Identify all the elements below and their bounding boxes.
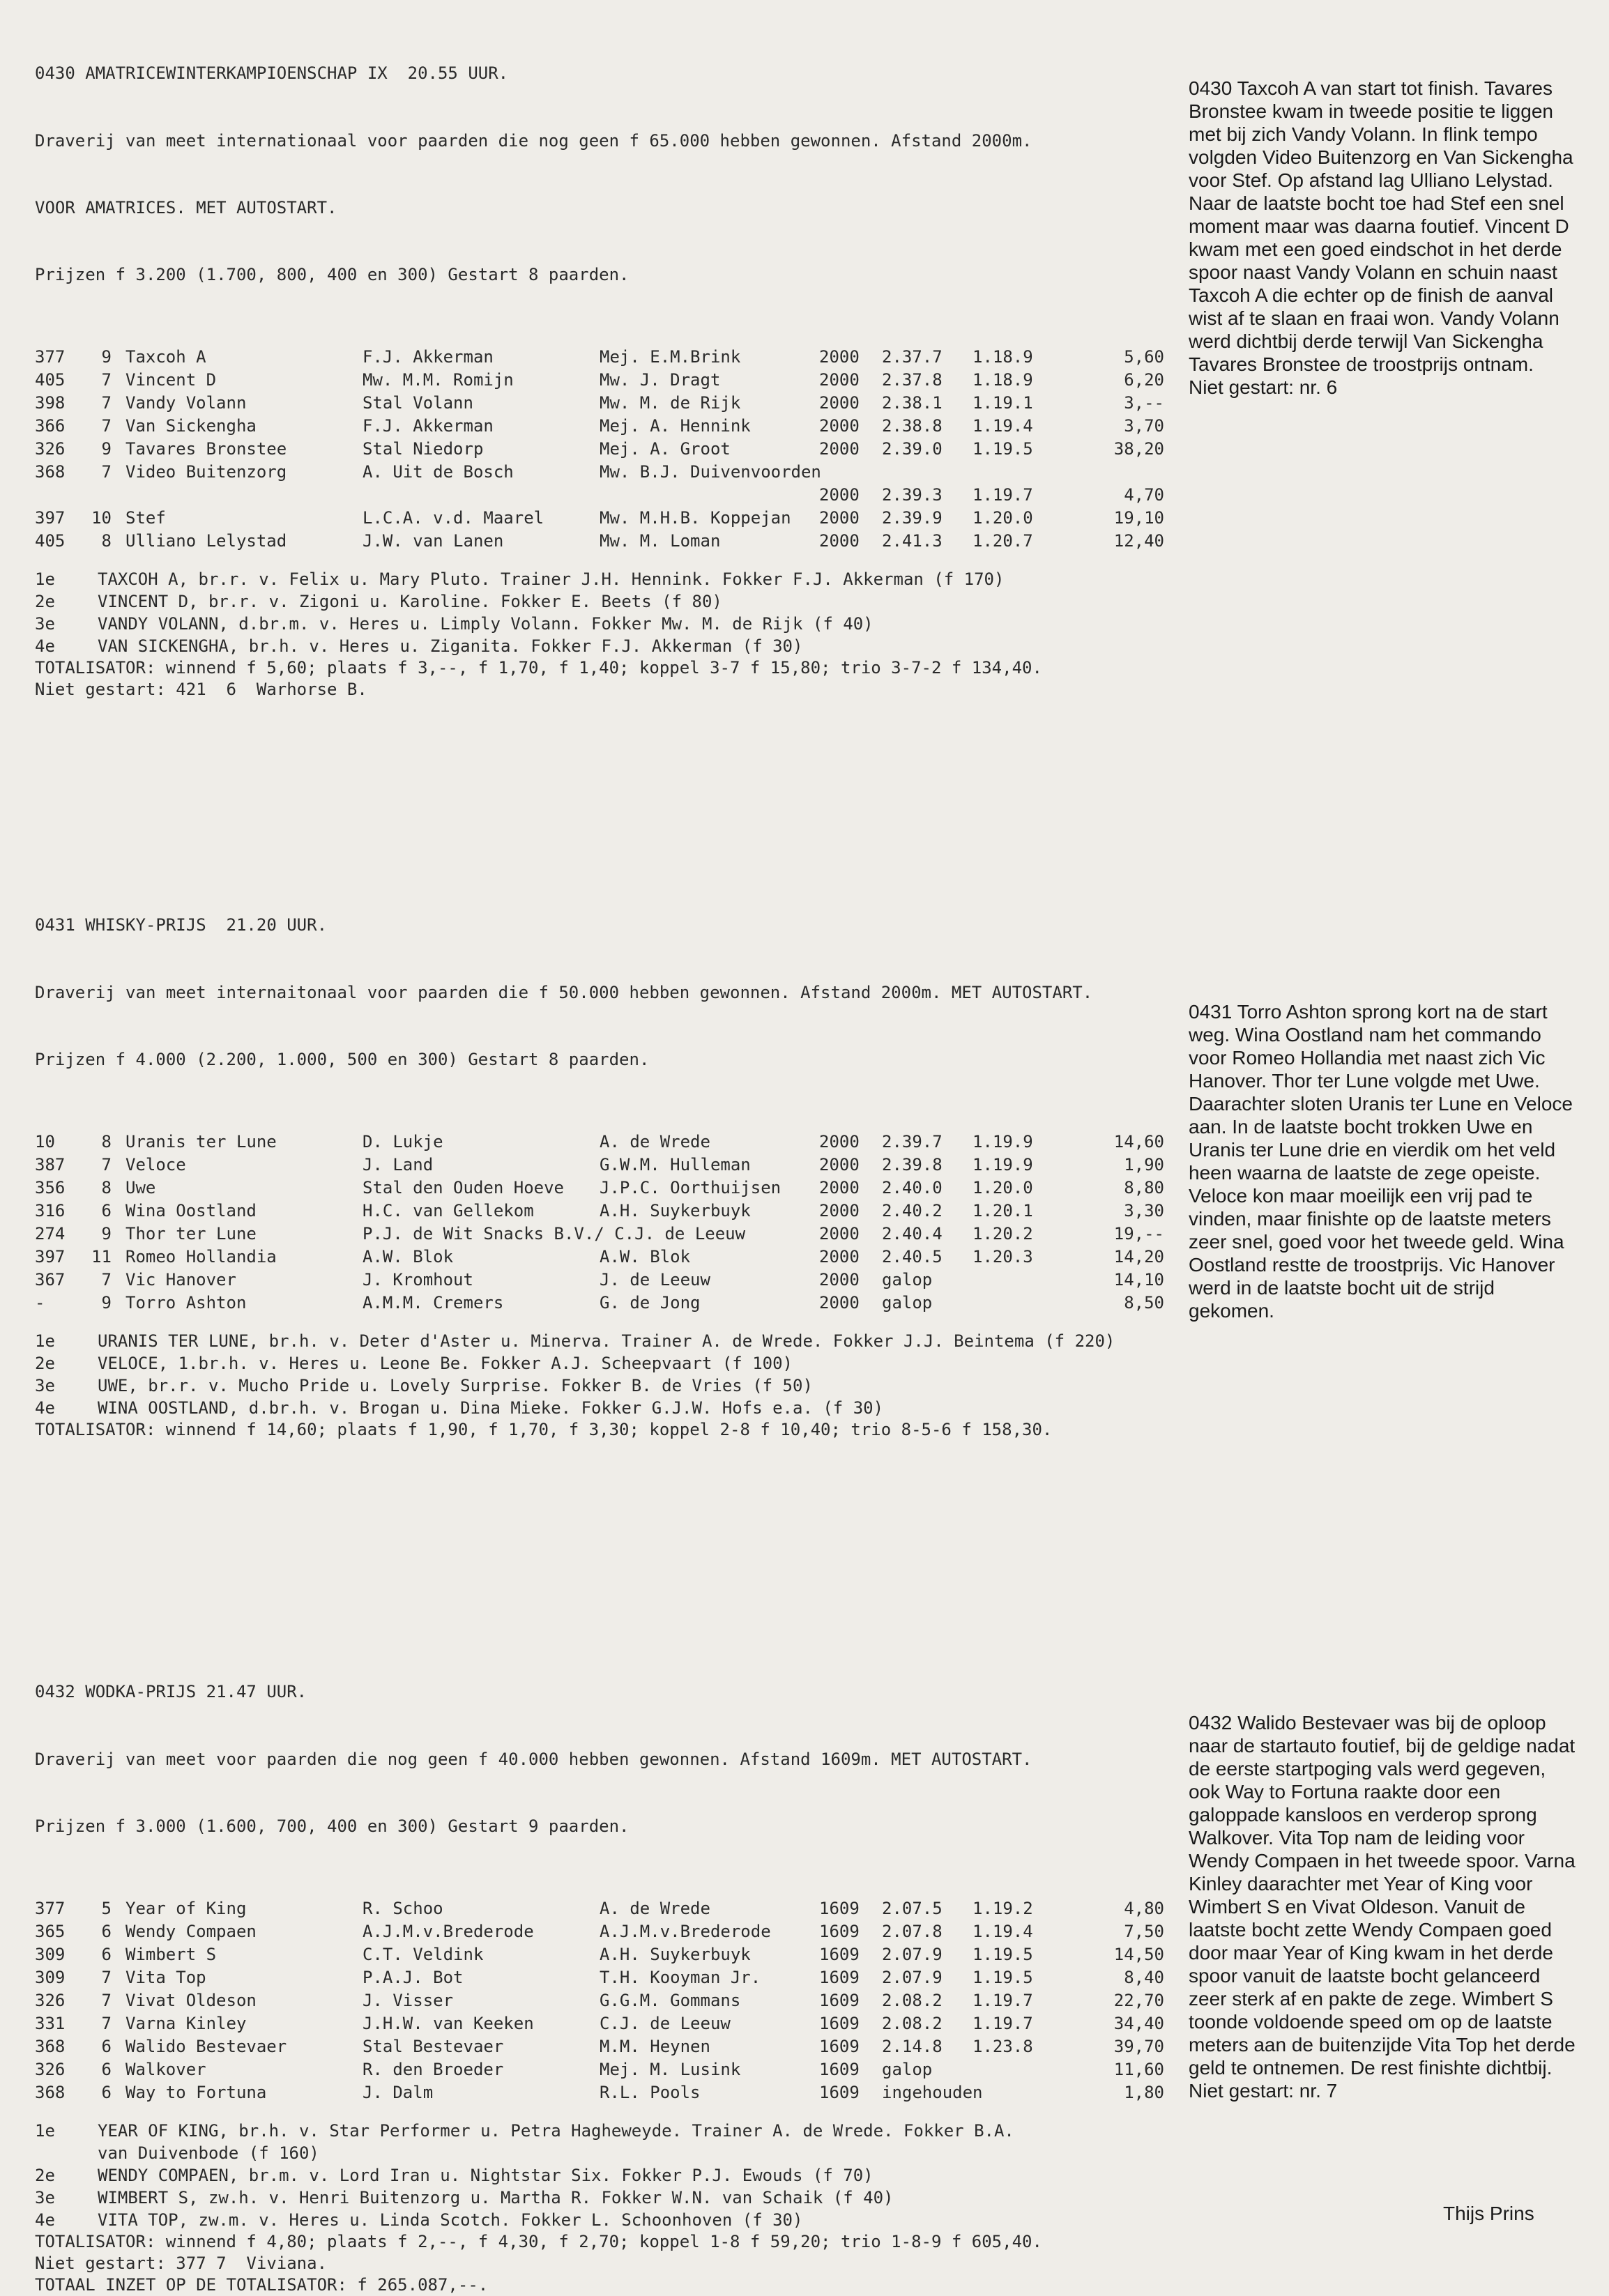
- runner-dist: 1609: [819, 2037, 860, 2056]
- runner-owner: P.J. de Wit Snacks B.V./ C.J. de Leeuw: [363, 1224, 746, 1243]
- runner-km: 1.20.0: [973, 508, 1033, 528]
- runner-age: 7: [101, 1270, 112, 1289]
- runner-time: 2.40.0: [882, 1178, 943, 1197]
- runner-row: [35, 1899, 1178, 1922]
- runner-nr: 398: [35, 393, 66, 413]
- runner-nr: 405: [35, 370, 66, 390]
- runner-nr: 326: [35, 439, 66, 459]
- runner-driver: Mej. E.M.Brink: [600, 347, 741, 367]
- result-line: 2e WENDY COMPAEN, br.m. v. Lord Iran u. Nightstar Six. Fokker P.J. Ewouds (f 70): [35, 2166, 874, 2185]
- runner-dist: 2000: [819, 1224, 860, 1243]
- runner-dist: 2000: [819, 1201, 860, 1220]
- runner-nr: 366: [35, 416, 66, 436]
- runner-time: 2.39.9: [882, 508, 943, 528]
- runner-time: 2.07.5: [882, 1899, 943, 1918]
- result-line: 3e UWE, br.r. v. Mucho Pride u. Lovely Surprise. Fokker B. de Vries (f 50): [35, 1376, 813, 1395]
- runner-age: 9: [101, 1224, 112, 1243]
- runner-km: 1.19.5: [973, 1945, 1033, 1964]
- runner-horse: Vic Hanover: [125, 1270, 236, 1289]
- runner-owner: C.T. Veldink: [363, 1945, 484, 1964]
- report-text: 0430 Taxcoh A van start tot finish. Tavares Bronstee kwam in tweede positie te liggen met bij zich Vandy Volann. In flink tempo volgden Video Buitenzorg en Van Sickengha voor Stef. Op afstand lag Ulliano Lelystad. Naar de laatste bocht toe had Stef een snel moment maar was daarna foutief. Vincent D kwam met een goed eindschot in het derde spoor naast Vandy Volann en schuin naast Taxcoh A die echter op de finish de aanval wist af te slaan en fraai won. Vandy Volann werd dichtbij derde terwijl Van Sickengha Tavares Bronstee de troostprijs ontnam.: [1189, 77, 1573, 375]
- result-line: 2e VELOCE, 1.br.h. v. Heres u. Leone Be. Fokker A.J. Scheepvaart (f 100): [35, 1354, 793, 1373]
- runner-km: 1.20.1: [973, 1201, 1033, 1220]
- runner-odds: 39,70: [1113, 2037, 1164, 2056]
- runner-owner: Stal Niedorp: [363, 439, 484, 459]
- runner-row: [35, 1991, 1178, 2014]
- runner-odds: 8,40: [1124, 1968, 1164, 1987]
- runner-time: galop: [882, 1270, 933, 1289]
- runner-nr: 326: [35, 1991, 66, 2010]
- runner-row: [35, 2014, 1178, 2037]
- runner-odds: 14,50: [1113, 1945, 1164, 1964]
- runner-age: 9: [101, 439, 112, 459]
- runner-nr: 309: [35, 1945, 66, 1964]
- runner-row: [35, 1201, 1178, 1224]
- runner-time: 2.08.2: [882, 1991, 943, 2010]
- race-desc-line: VOOR AMATRICES. MET AUTOSTART.: [35, 198, 337, 217]
- result-line: 4e VAN SICKENGHA, br.h. v. Heres u. Ziganita. Fokker F.J. Akkerman (f 30): [35, 636, 803, 656]
- runner-driver: R.L. Pools: [600, 2083, 701, 2102]
- totalisator-line: TOTALISATOR: winnend f 4,80; plaats f 2,--, f 4,30, f 2,70; koppel 1-8 f 59,20; trio 1-8-9 f 605,40.: [35, 2232, 1042, 2251]
- runner-row: [35, 439, 1178, 462]
- runner-owner: F.J. Akkerman: [363, 347, 494, 367]
- runner-odds: 8,50: [1124, 1293, 1164, 1312]
- runner-horse: Tavares Bronstee: [125, 439, 287, 459]
- runner-time: 2.37.7: [882, 347, 943, 367]
- runner-owner: J. Kromhout: [363, 1270, 473, 1289]
- runner-row: [35, 393, 1178, 416]
- runner-odds: 8,80: [1124, 1178, 1164, 1197]
- runner-driver: A.H. Suykerbuyk: [600, 1945, 751, 1964]
- runner-nr: 367: [35, 1270, 66, 1289]
- runner-owner: J. Visser: [363, 1991, 454, 2010]
- runner-horse: Veloce: [125, 1155, 186, 1174]
- runner-nr: -: [35, 1293, 45, 1312]
- runner-age: 8: [101, 1132, 112, 1151]
- race-desc-line: Prijzen f 3.200 (1.700, 800, 400 en 300) Gestart 8 paarden.: [35, 265, 630, 284]
- runner-row: [35, 1178, 1178, 1201]
- runner-time: 2.07.8: [882, 1922, 943, 1941]
- runner-horse: Wimbert S: [125, 1945, 217, 1964]
- runner-row: [35, 370, 1178, 393]
- runner-km: 1.20.2: [973, 1224, 1033, 1243]
- runner-nr: 368: [35, 2037, 66, 2056]
- runner-row: [35, 1945, 1178, 1968]
- runner-km: 1.19.4: [973, 1922, 1033, 1941]
- runner-odds: 3,--: [1124, 393, 1164, 413]
- runner-driver: A. de Wrede: [600, 1899, 710, 1918]
- race-desc-line: Draverij van meet internationaal voor paarden die nog geen f 65.000 hebben gewonnen. Afstand 2000m.: [35, 131, 1032, 151]
- runner-driver: Mw. J. Dragt: [600, 370, 721, 390]
- runner-driver: C.J. de Leeuw: [600, 2014, 731, 2033]
- runner-odds: 1,90: [1124, 1155, 1164, 1174]
- runner-age: 7: [101, 1155, 112, 1174]
- runner-nr: 397: [35, 1247, 66, 1266]
- runner-km: 1.19.5: [973, 1968, 1033, 1987]
- runner-horse: Wina Oostland: [125, 1201, 257, 1220]
- runner-odds: 14,20: [1113, 1247, 1164, 1266]
- total-stake-line: TOTAAL INZET OP DE TOTALISATOR: f 265.087,--.: [35, 2275, 489, 2295]
- race-title: 0432 WODKA-PRIJS 21.47 UUR.: [35, 1682, 307, 1701]
- runner-odds: 1,80: [1124, 2083, 1164, 2102]
- race-report-0430: [1189, 77, 1579, 399]
- runner-horse: Van Sickengha: [125, 416, 257, 436]
- runner-age: 7: [101, 2014, 112, 2033]
- runner-age: 6: [101, 2060, 112, 2079]
- runner-horse: Uwe: [125, 1178, 156, 1197]
- runner-row: [35, 1155, 1178, 1178]
- runner-owner: D. Lukje: [363, 1132, 443, 1151]
- runner-odds: 38,20: [1113, 439, 1164, 459]
- runner-time: galop: [882, 2060, 933, 2079]
- runner-km: 1.18.9: [973, 370, 1033, 390]
- result-line: 4e WINA OOSTLAND, d.br.h. v. Brogan u. Dina Mieke. Fokker G.J.W. Hofs e.a. (f 30): [35, 1398, 884, 1418]
- runner-km: 1.20.7: [973, 531, 1033, 551]
- runner-km: 1.20.0: [973, 1178, 1033, 1197]
- runner-km: 1.18.9: [973, 347, 1033, 367]
- result-line: 1e YEAR OF KING, br.h. v. Star Performer u. Petra Hagheweyde. Trainer A. de Wrede. Fokker B.A.: [35, 2121, 1014, 2141]
- results-list: [35, 1330, 1178, 1441]
- runner-time: 2.07.9: [882, 1945, 943, 1964]
- runner-age: 8: [101, 531, 112, 551]
- runner-driver: G.G.M. Gommans: [600, 1991, 741, 2010]
- runner-nr: 309: [35, 1968, 66, 1987]
- runner-nr: 274: [35, 1224, 66, 1243]
- runner-nr: 397: [35, 508, 66, 528]
- runner-dist: 2000: [819, 531, 860, 551]
- runner-age: 9: [101, 1293, 112, 1312]
- runner-km: 1.19.4: [973, 416, 1033, 436]
- runner-row: [35, 1247, 1178, 1270]
- runner-age: 7: [101, 416, 112, 436]
- runner-driver: A.J.M.v.Brederode: [600, 1922, 771, 1941]
- runner-driver: G. de Jong: [600, 1293, 701, 1312]
- runner-horse: Torro Ashton: [125, 1293, 247, 1312]
- race-title: 0431 WHISKY-PRIJS 21.20 UUR.: [35, 915, 328, 935]
- runner-odds: 4,70: [1124, 485, 1164, 505]
- race-desc-line: Draverij van meet voor paarden die nog geen f 40.000 hebben gewonnen. Afstand 1609m. MET AUTOSTART.: [35, 1750, 1032, 1769]
- runner-driver: Mw. M. de Rijk: [600, 393, 741, 413]
- runner-row: [35, 1224, 1178, 1247]
- runner-time: 2.39.7: [882, 1132, 943, 1151]
- race-description: [35, 1704, 1178, 1882]
- runner-age: 9: [101, 347, 112, 367]
- runner-owner: R. den Broeder: [363, 2060, 504, 2079]
- runner-dist: 1609: [819, 1945, 860, 1964]
- report-text: 0431 Torro Ashton sprong kort na de start weg. Wina Oostland nam het commando voor Romeo Hollandia met naast zich Vic Hanover. Thor ter Lune volgde met Uwe. Daarachter sloten Uranis ter Lune en Veloce aan. In de laatste bocht trokken Uwe en Uranis ter Lune drie en vierdik om het veld heen waarna de laatste de zege opeiste. Veloce kon maar moeilijk een vrij pad te vinden, maar finishte op de laatste meters zeer snel, goed voor het tweede geld. Wina Oostland restte de troostprijs. Vic Hanover werd in de laatste bocht uit de strijd gekomen.: [1189, 1001, 1573, 1322]
- runner-owner: A. Uit de Bosch: [363, 462, 514, 482]
- result-line: 1e URANIS TER LUNE, br.h. v. Deter d'Aster u. Minerva. Trainer A. de Wrede. Fokker J.J. Beintema (f 220): [35, 1331, 1115, 1351]
- runner-owner: A.W. Blok: [363, 1247, 454, 1266]
- runner-dist: 1609: [819, 1899, 860, 1918]
- runner-nr: 368: [35, 462, 66, 482]
- runner-dist: 2000: [819, 1247, 860, 1266]
- result-line-continued: van Duivenbode (f 160): [98, 2143, 319, 2163]
- runner-km: 1.19.2: [973, 1899, 1033, 1918]
- result-line: 3e WIMBERT S, zw.h. v. Henri Buitenzorg u. Martha R. Fokker W.N. van Schaik (f 40): [35, 2188, 894, 2207]
- race-desc-line: Draverij van meet internaitonaal voor paarden die f 50.000 hebben gewonnen. Afstand 2000m. MET AUTOSTART.: [35, 983, 1093, 1002]
- runner-row: [35, 2037, 1178, 2060]
- runner-row: [35, 2060, 1178, 2083]
- results-list: [35, 2120, 1178, 2296]
- runner-age: 6: [101, 2083, 112, 2102]
- runner-time: 2.40.2: [882, 1201, 943, 1220]
- result-line: 1e TAXCOH A, br.r. v. Felix u. Mary Pluto. Trainer J.H. Hennink. Fokker F.J. Akkerman (f 170): [35, 569, 1005, 589]
- race-0431: [35, 913, 1178, 1441]
- race-description: [35, 85, 1178, 330]
- runner-dist: 2000: [819, 370, 860, 390]
- runner-horse: Uranis ter Lune: [125, 1132, 277, 1151]
- runner-owner: J. Land: [363, 1155, 434, 1174]
- runner-driver: J.P.C. Oorthuijsen: [600, 1178, 781, 1197]
- runner-horse: Walkover: [125, 2060, 206, 2079]
- runner-time: ingehouden: [882, 2083, 983, 2102]
- runner-row: [35, 485, 1178, 508]
- runner-age: 5: [101, 1899, 112, 1918]
- runner-owner: R. Schoo: [363, 1899, 443, 1918]
- runner-driver: M.M. Heynen: [600, 2037, 710, 2056]
- runner-owner: Mw. M.M. Romijn: [363, 370, 514, 390]
- runner-age: 7: [101, 1991, 112, 2010]
- runners-table: [35, 347, 1178, 554]
- runner-horse: Video Buitenzorg: [125, 462, 287, 482]
- runner-nr: 10: [35, 1132, 55, 1151]
- runner-odds: 22,70: [1113, 1991, 1164, 2010]
- runner-km: 1.19.7: [973, 1991, 1033, 2010]
- runner-dist: 2000: [819, 1178, 860, 1197]
- runner-km: 1.19.5: [973, 439, 1033, 459]
- runner-dist: 2000: [819, 416, 860, 436]
- runner-driver: T.H. Kooyman Jr.: [600, 1968, 761, 1987]
- runner-driver: Mej. M. Lusink: [600, 2060, 741, 2079]
- runner-nr: 387: [35, 1155, 66, 1174]
- totalisator-line: TOTALISATOR: winnend f 14,60; plaats f 1,90, f 1,70, f 3,30; koppel 2-8 f 10,40; trio 8-5-6 f 158,30.: [35, 1420, 1053, 1439]
- runner-dist: 2000: [819, 485, 860, 505]
- runner-dist: 2000: [819, 1155, 860, 1174]
- runner-row: [35, 462, 1178, 485]
- result-line: 2e VINCENT D, br.r. v. Zigoni u. Karoline. Fokker E. Beets (f 80): [35, 592, 722, 611]
- runner-driver: Mej. A. Hennink: [600, 416, 751, 436]
- runner-horse: Vita Top: [125, 1968, 206, 1987]
- runner-km: 1.19.9: [973, 1155, 1033, 1174]
- results-list: [35, 568, 1178, 701]
- runner-owner: A.J.M.v.Brederode: [363, 1922, 534, 1941]
- runner-km: 1.19.9: [973, 1132, 1033, 1151]
- runner-age: 6: [101, 1922, 112, 1941]
- runner-age: 8: [101, 1178, 112, 1197]
- runner-time: galop: [882, 1293, 933, 1312]
- runner-age: 7: [101, 393, 112, 413]
- race-report-0432: [1189, 1711, 1579, 2102]
- runner-age: 6: [101, 1201, 112, 1220]
- runner-odds: 3,30: [1124, 1201, 1164, 1220]
- runner-driver: G.W.M. Hulleman: [600, 1155, 751, 1174]
- runner-odds: 3,70: [1124, 416, 1164, 436]
- author-signature: Thijs Prins: [1443, 2203, 1534, 2224]
- race-desc-line: Prijzen f 4.000 (2.200, 1.000, 500 en 300) Gestart 8 paarden.: [35, 1050, 650, 1069]
- not-started-line: Niet gestart: 377 7 Viviana.: [35, 2253, 328, 2273]
- runner-dist: 2000: [819, 393, 860, 413]
- runner-odds: 11,60: [1113, 2060, 1164, 2079]
- runner-row: [35, 508, 1178, 531]
- runner-nr: 316: [35, 1201, 66, 1220]
- runner-row: [35, 1270, 1178, 1293]
- runner-age: 6: [101, 2037, 112, 2056]
- runner-nr: 405: [35, 531, 66, 551]
- runner-dist: 1609: [819, 1922, 860, 1941]
- runner-horse: Taxcoh A: [125, 347, 206, 367]
- runner-dist: 2000: [819, 439, 860, 459]
- runner-horse: Year of King: [125, 1899, 247, 1918]
- report-note: Niet gestart: nr. 7: [1189, 2080, 1338, 2102]
- runner-horse: Wendy Compaen: [125, 1922, 257, 1941]
- runner-owner: F.J. Akkerman: [363, 416, 494, 436]
- runner-time: 2.38.8: [882, 416, 943, 436]
- runner-odds: 12,40: [1113, 531, 1164, 551]
- runner-time: 2.40.5: [882, 1247, 943, 1266]
- runner-horse: Walido Bestevaer: [125, 2037, 287, 2056]
- result-line: 4e VITA TOP, zw.m. v. Heres u. Linda Scotch. Fokker L. Schoonhoven (f 30): [35, 2210, 803, 2230]
- runner-nr: 356: [35, 1178, 66, 1197]
- runner-dist: 2000: [819, 508, 860, 528]
- runner-time: 2.40.4: [882, 1224, 943, 1243]
- runner-nr: 331: [35, 2014, 66, 2033]
- runner-driver: A.H. Suykerbuyk: [600, 1201, 751, 1220]
- runner-owner: Stal Volann: [363, 393, 473, 413]
- runner-horse: Vandy Volann: [125, 393, 247, 413]
- runner-km: 1.19.1: [973, 393, 1033, 413]
- runner-nr: 365: [35, 1922, 66, 1941]
- runner-row: [35, 416, 1178, 439]
- runner-age: 7: [101, 370, 112, 390]
- runner-odds: 5,60: [1124, 347, 1164, 367]
- runner-row: [35, 1132, 1178, 1155]
- runner-row: [35, 531, 1178, 554]
- race-title: 0430 AMATRICEWINTERKAMPIOENSCHAP IX 20.55 UUR.: [35, 63, 509, 83]
- runner-odds: 6,20: [1124, 370, 1164, 390]
- runner-horse: Vincent D: [125, 370, 217, 390]
- runner-time: 2.08.2: [882, 2014, 943, 2033]
- runner-dist: 1609: [819, 1991, 860, 2010]
- runner-dist: 1609: [819, 1968, 860, 1987]
- runner-owner: J.H.W. van Keeken: [363, 2014, 534, 2033]
- race-report-0431: [1189, 1000, 1579, 1322]
- runner-owner: P.A.J. Bot: [363, 1968, 464, 1987]
- runner-odds: 14,60: [1113, 1132, 1164, 1151]
- runner-horse: Ulliano Lelystad: [125, 531, 287, 551]
- race-description: [35, 937, 1178, 1115]
- runner-driver: A.W. Blok: [600, 1247, 691, 1266]
- totalisator-line: TOTALISATOR: winnend f 5,60; plaats f 3,--, f 1,70, f 1,40; koppel 3-7 f 15,80; trio 3-7-2 f 134,40.: [35, 658, 1042, 678]
- runner-driver: A. de Wrede: [600, 1132, 710, 1151]
- runner-owner: Stal den Ouden Hoeve: [363, 1178, 564, 1197]
- runner-dist: 1609: [819, 2060, 860, 2079]
- runner-owner: J. Dalm: [363, 2083, 434, 2102]
- not-started-line: Niet gestart: 421 6 Warhorse B.: [35, 680, 367, 699]
- runner-dist: 2000: [819, 1270, 860, 1289]
- runner-km: 1.19.7: [973, 2014, 1033, 2033]
- runner-dist: 1609: [819, 2014, 860, 2033]
- runner-odds: 19,--: [1113, 1224, 1164, 1243]
- race-0430: [35, 61, 1178, 701]
- runner-dist: 2000: [819, 1132, 860, 1151]
- runner-row: [35, 1968, 1178, 1991]
- runners-table: [35, 1899, 1178, 2106]
- runner-dist: 2000: [819, 1293, 860, 1312]
- runner-time: 2.39.0: [882, 439, 943, 459]
- runner-time: 2.39.3: [882, 485, 943, 505]
- runner-nr: 326: [35, 2060, 66, 2079]
- runner-dist: 2000: [819, 347, 860, 367]
- result-line: 3e VANDY VOLANN, d.br.m. v. Heres u. Limply Volann. Fokker Mw. M. de Rijk (f 40): [35, 614, 874, 634]
- runner-km: 1.20.3: [973, 1247, 1033, 1266]
- runner-time: 2.14.8: [882, 2037, 943, 2056]
- runner-row: [35, 2083, 1178, 2106]
- runner-nr: 377: [35, 1899, 66, 1918]
- runner-owner: J.W. van Lanen: [363, 531, 504, 551]
- runner-horse: Stef: [125, 508, 166, 528]
- runner-km: 1.19.7: [973, 485, 1033, 505]
- runner-odds: 14,10: [1113, 1270, 1164, 1289]
- runner-time: 2.37.8: [882, 370, 943, 390]
- runner-driver: Mw. M. Loman: [600, 531, 721, 551]
- runner-time: 2.39.8: [882, 1155, 943, 1174]
- runner-odds: 4,80: [1124, 1899, 1164, 1918]
- runner-age: 10: [91, 508, 112, 528]
- runner-driver: J. de Leeuw: [600, 1270, 710, 1289]
- runner-time: 2.41.3: [882, 531, 943, 551]
- report-text: 0432 Walido Bestevaer was bij de oploop naar de startauto foutief, bij de geldige nadat de eerste startpoging vals werd gegeven, ook Way to Fortuna raakte door een galoppade kansloos en verderop sprong Walkover. Vita Top nam de leiding voor Wendy Compaen in het tweede spoor. Varna Kinley daarachter met Year of King voor Wimbert S en Vivat Oldeson. Vanuit de laatste bocht zette Wendy Compaen goed door maar Year of King kwam in het derde spoor vanuit de laatste bocht gelanceerd zeer sterk af en pakte de zege. Wimbert S toonde voldoende speed om op de laatste meters aan de buitenzijde Vita Top het derde geld te ontnemen. De rest finishte dichtbij.: [1189, 1712, 1576, 2079]
- runners-table: [35, 1132, 1178, 1316]
- runner-age: 6: [101, 1945, 112, 1964]
- runner-dist: 1609: [819, 2083, 860, 2102]
- runner-nr: 368: [35, 2083, 66, 2102]
- runner-horse: Varna Kinley: [125, 2014, 247, 2033]
- runner-odds: 19,10: [1113, 508, 1164, 528]
- runner-km: 1.23.8: [973, 2037, 1033, 2056]
- runner-owner: H.C. van Gellekom: [363, 1201, 534, 1220]
- runner-horse: Romeo Hollandia: [125, 1247, 277, 1266]
- runner-owner: L.C.A. v.d. Maarel: [363, 508, 544, 528]
- runner-row: [35, 347, 1178, 370]
- runner-age: 7: [101, 1968, 112, 1987]
- runner-time: 2.07.9: [882, 1968, 943, 1987]
- runner-nr: 377: [35, 347, 66, 367]
- race-desc-line: Prijzen f 3.000 (1.600, 700, 400 en 300) Gestart 9 paarden.: [35, 1816, 630, 1836]
- runner-driver: Mej. A. Groot: [600, 439, 731, 459]
- runner-row: [35, 1922, 1178, 1945]
- runner-driver: Mw. B.J. Duivenvoorden: [600, 462, 821, 482]
- runner-age: 11: [91, 1247, 112, 1266]
- runner-owner: A.M.M. Cremers: [363, 1293, 504, 1312]
- race-0432: [35, 1680, 1178, 2296]
- runner-driver: Mw. M.H.B. Koppejan: [600, 508, 791, 528]
- runner-horse: Thor ter Lune: [125, 1224, 257, 1243]
- runner-odds: 34,40: [1113, 2014, 1164, 2033]
- runner-owner: Stal Bestevaer: [363, 2037, 504, 2056]
- runner-horse: Vivat Oldeson: [125, 1991, 257, 2010]
- runner-row: [35, 1293, 1178, 1316]
- report-note: Niet gestart: nr. 6: [1189, 376, 1338, 398]
- runner-horse: Way to Fortuna: [125, 2083, 267, 2102]
- runner-odds: 7,50: [1124, 1922, 1164, 1941]
- runner-age: 7: [101, 462, 112, 482]
- runner-time: 2.38.1: [882, 393, 943, 413]
